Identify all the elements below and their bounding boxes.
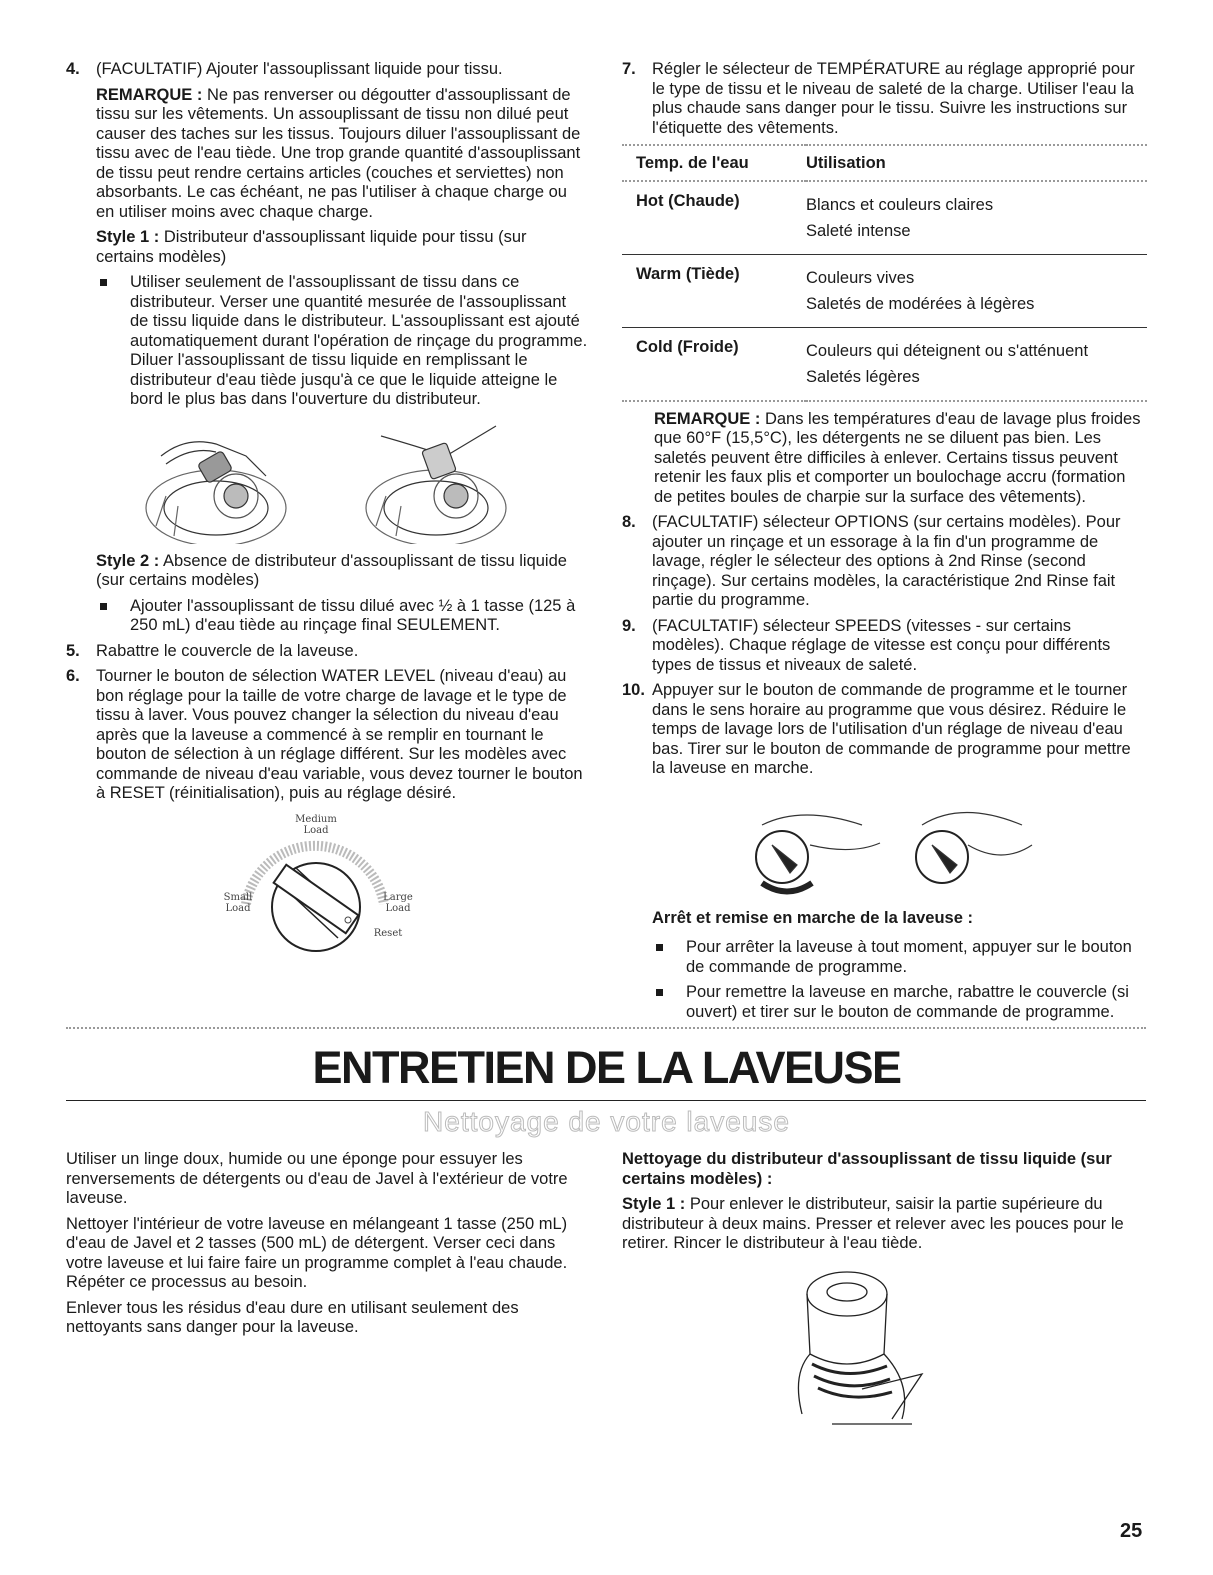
table-header: Utilisation xyxy=(806,145,1147,181)
section-divider xyxy=(66,1027,1146,1029)
step-number: 9. xyxy=(622,616,636,635)
program-knob-illustration xyxy=(622,785,1147,905)
usage-line: Couleurs vives xyxy=(806,268,915,287)
step-text: Rabattre le couvercle de la laveuse. xyxy=(96,641,359,660)
usage-line: Saletés de modérées à légères xyxy=(806,294,1035,313)
cleaning-paragraph: Enlever tous les résidus d'eau dure en utilisant seulement des nettoyants sans danger pour la laveuse. xyxy=(66,1298,519,1336)
table-row xyxy=(622,254,1147,327)
usage-line: Blancs et couleurs claires xyxy=(806,195,994,214)
remark-temperature xyxy=(622,410,1147,508)
style-label: Style 2 : xyxy=(96,551,160,570)
remark-text: Dans les températures d'eau de lavage plus froides que 60°F (15,5°C), les détergents ne se diluent pas bien. Les saletés peuvent être difficiles à enlever. Certains tissus peuvent retenir les faux plis et comporter un boulochage accru (formation de petites boules de charpie sur la surface des vêtements). xyxy=(654,409,1141,506)
temp-cell: Hot (Chaude) xyxy=(622,181,806,255)
step-number: 4. xyxy=(66,60,80,78)
cleaning-instructions xyxy=(66,1150,596,1344)
style-label: Style 1 : xyxy=(622,1195,686,1213)
style-text: Absence de distributeur d'assouplissant de tissu liquide (sur certains modèles) xyxy=(96,551,567,589)
style-1 xyxy=(66,228,588,267)
style-2 xyxy=(66,552,588,591)
remark-label: REMARQUE : xyxy=(96,85,203,104)
right-column xyxy=(622,60,1147,1028)
dial-large-label: Large xyxy=(383,891,413,903)
dial-medium-label: Load xyxy=(303,824,329,836)
style-2-bullet: Ajouter l'assouplissant de tissu dilué avec ½ à 1 tasse (125 à 250 mL) d'eau tiède au rinçage final SEULEMENT. xyxy=(66,597,588,636)
step-number: 7. xyxy=(622,60,636,78)
step-number: 6. xyxy=(66,667,80,685)
dial-small-label: Load xyxy=(225,902,251,914)
dial-large-label: Load xyxy=(385,902,411,914)
stop-restart-heading: Arrêt et remise en marche de la laveuse : xyxy=(652,908,973,927)
program-knob-image xyxy=(622,785,1147,905)
style-text: Distributeur d'assouplissant liquide pour tissu (sur certains modèles) xyxy=(96,228,527,266)
dispenser-pouring-illustration xyxy=(66,416,588,544)
table-row xyxy=(622,327,1147,401)
section-title: ENTRETIEN DE LA LAVEUSE xyxy=(312,1042,901,1093)
step-5 xyxy=(66,642,588,662)
temp-cell: Cold (Froide) xyxy=(622,327,806,401)
page-number: 25 xyxy=(1120,1520,1143,1542)
step-text: (FACULTATIF) sélecteur OPTIONS (sur certains modèles). Pour ajouter un rinçage et un essorage à la fin d'un programme de lavage, régler le sélecteur des options à 2nd Rinse (second rinçage). Sur certains modèles, la caractéristique 2nd Rinse fait partie du programme. xyxy=(652,513,1121,609)
water-level-dial-image xyxy=(66,812,588,952)
dispenser-style-1 xyxy=(622,1195,1147,1254)
temp-cell: Warm (Tiède) xyxy=(622,254,806,327)
water-level-dial-illustration xyxy=(66,812,588,952)
dispenser-removal-image xyxy=(772,1264,972,1434)
style-1-bullet: Utiliser seulement de l'assouplissant de tissu dans ce distributeur. Verser une quantité mesurée de l'assouplissant de tissu liquide dans le distributeur. L'assouplissant est ajouté automatiquement durant l'opération de rinçage du programme. Diluer l'assouplissant de tissu liquide en remplissant le distributeur d'eau tiède jusqu'à ce que le liquide atteigne le bord le plus bas dans l'ouverture du distributeur. xyxy=(66,273,588,410)
dial-reset-label: Reset xyxy=(373,927,403,939)
step-text: (FACULTATIF) Ajouter l'assouplissant liquide pour tissu. xyxy=(96,60,503,78)
step-text: Régler le sélecteur de TEMPÉRATURE au réglage approprié pour le type de tissu et le niveau de saleté de la charge. Utiliser l'eau la plus chaude sans danger pour le tissu. Suivre les instructions sur l'étiquette des vêtements. xyxy=(652,60,1135,137)
step-7 xyxy=(622,60,1147,138)
step-9 xyxy=(622,617,1147,676)
step-10 xyxy=(622,681,1147,779)
cleaning-paragraph: Nettoyer l'intérieur de votre laveuse en mélangeant 1 tasse (250 mL) d'eau de Javel et 2 tasses (500 mL) de détergent. Verser ceci dans votre laveuse et lui faire faire un programme complet à l'eau chaude. Répéter ce processus au besoin. xyxy=(66,1214,568,1291)
dispenser-cleaning-heading: Nettoyage du distributeur d'assouplissant de tissu liquide (sur certains modèles) : xyxy=(622,1150,1112,1188)
step-number: 5. xyxy=(66,641,80,660)
step-text: (FACULTATIF) sélecteur SPEEDS (vitesses - sur certains modèles). Chaque réglage de vitesse est conçu pour différents types de tissus et niveaux de saleté. xyxy=(652,616,1111,674)
step-number: 8. xyxy=(622,513,636,531)
dial-small-label: Small xyxy=(223,891,253,903)
table-row xyxy=(622,181,1147,255)
section-subtitle: Nettoyage de votre laveuse xyxy=(423,1106,790,1137)
style-label: Style 1 : xyxy=(96,228,160,246)
step-4 xyxy=(66,60,588,80)
restart-bullet: Pour remettre la laveuse en marche, rabattre le couvercle (si ouvert) et tirer sur le bouton de commande de programme. xyxy=(622,983,1147,1022)
cleaning-paragraph: Utiliser un linge doux, humide ou une éponge pour essuyer les renversements de détergents ou d'eau de Javel à l'extérieur de votre laveuse. xyxy=(66,1150,568,1207)
remark-text: Ne pas renverser ou dégoutter d'assouplissant de tissu sur les vêtements. Un assouplissant de tissu non dilué peut causer des taches sur les tissus. Toujours diluer l'assouplissant de tissu avec de l'eau tiède. Une trop grande quantité d'assouplissant de tissu peut rendre certains articles (couches et serviettes) non absorbants. Le cas échéant, ne pas l'utiliser à chaque charge ou en utiliser moins avec chaque charge. xyxy=(96,85,581,221)
usage-line: Couleurs qui déteignent ou s'atténuent xyxy=(806,341,1089,360)
stop-bullet: Pour arrêter la laveuse à tout moment, appuyer sur le bouton de commande de programme. xyxy=(622,938,1147,977)
step-6 xyxy=(66,667,588,804)
style-text: Pour enlever le distributeur, saisir la partie supérieure du distributeur à deux mains. Presser et relever avec les pouces pour le retirer. Rincer le distributeur à l'eau tiède. xyxy=(622,1195,1124,1252)
table-header: Temp. de l'eau xyxy=(622,145,806,181)
remark-label: REMARQUE : xyxy=(654,409,761,428)
usage-line: Saleté intense xyxy=(806,221,911,240)
left-column xyxy=(66,60,588,952)
step-text: Tourner le bouton de sélection WATER LEVEL (niveau d'eau) au bon réglage pour la taille de votre charge de lavage et le type de tissu à laver. Vous pouvez changer la sélection du niveau d'eau après que la laveuse a commencé à se remplir en tournant le bouton de sélection à un réglage différent. Sur les modèles avec commande de niveau d'eau variable, vous devez tourner le bouton à RESET (réinitialisation), puis au réglage désiré. xyxy=(96,667,583,802)
remark-softener xyxy=(66,86,588,223)
step-text: Appuyer sur le bouton de commande de programme et le tourner dans le sens horaire au programme que vous désirez. Réduire le temps de lavage lors de l'utilisation d'un réglage de niveau d'eau bas. Tirer sur le bouton de commande de programme pour mettre la laveuse en marche. xyxy=(652,681,1131,777)
dial-medium-label: Medium xyxy=(295,813,337,825)
step-8 xyxy=(622,513,1147,611)
step-number: 10. xyxy=(622,681,645,699)
pouring-softener-image xyxy=(66,416,588,544)
dispenser-cleaning xyxy=(622,1150,1147,1434)
temperature-table xyxy=(622,144,1147,402)
title-rule xyxy=(66,1100,1146,1101)
usage-line: Saletés légères xyxy=(806,367,920,386)
